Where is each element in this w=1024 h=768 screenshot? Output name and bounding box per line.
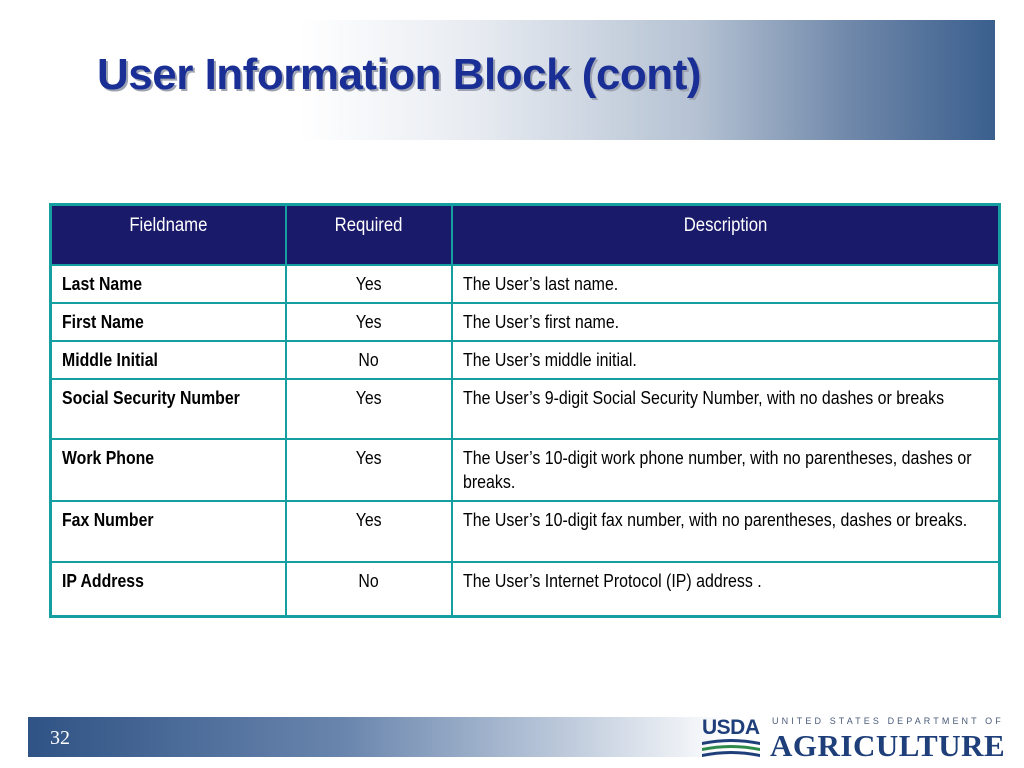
table-row: [51, 562, 1000, 616]
cell-field: Work Phone: [51, 439, 286, 501]
cell-required: Yes: [286, 439, 452, 501]
cell-description: The User’s 9-digit Social Security Number, with no dashes or breaks: [452, 379, 1000, 439]
cell-required: Yes: [286, 303, 452, 341]
cell-required: No: [286, 562, 452, 616]
cell-description: The User’s 10-digit work phone number, with no parentheses, dashes or breaks.: [452, 439, 1000, 501]
cell-field: Middle Initial: [51, 341, 286, 379]
table-row: [51, 379, 1000, 439]
table-row: [51, 265, 1000, 303]
footer-band: [28, 717, 728, 757]
cell-description: The User’s 10-digit fax number, with no parentheses, dashes or breaks.: [452, 501, 1000, 562]
usda-line-1: UNITED STATES DEPARTMENT OF: [772, 716, 1004, 726]
cell-field: Last Name: [51, 265, 286, 303]
table-row: [51, 303, 1000, 341]
cell-description: The User’s middle initial.: [452, 341, 1000, 379]
cell-required: Yes: [286, 265, 452, 303]
table-row: [51, 439, 1000, 501]
header-required: Required: [286, 205, 452, 266]
header-description: Description: [452, 205, 1000, 266]
cell-description: The User’s Internet Protocol (IP) address .: [452, 562, 1000, 616]
cell-required: No: [286, 341, 452, 379]
usda-wordmark: USDA: [702, 716, 760, 739]
usda-logo: [700, 716, 1006, 763]
header-fieldname: Fieldname: [51, 205, 286, 266]
cell-required: Yes: [286, 501, 452, 562]
table-row: [51, 501, 1000, 562]
cell-field: Fax Number: [51, 501, 286, 562]
cell-field: First Name: [51, 303, 286, 341]
user-info-table: [49, 203, 1001, 618]
cell-required: Yes: [286, 379, 452, 439]
cell-description: The User’s first name.: [452, 303, 1000, 341]
slide-title: User Information Block (cont): [97, 50, 701, 99]
table-row: [51, 341, 1000, 379]
page-number: 32: [50, 727, 70, 749]
cell-description: The User’s last name.: [452, 265, 1000, 303]
usda-landscape-icon: [702, 738, 760, 760]
table-header-row: [51, 205, 1000, 266]
usda-line-2: AGRICULTURE: [770, 728, 1006, 763]
cell-field: IP Address: [51, 562, 286, 616]
cell-field: Social Security Number: [51, 379, 286, 439]
